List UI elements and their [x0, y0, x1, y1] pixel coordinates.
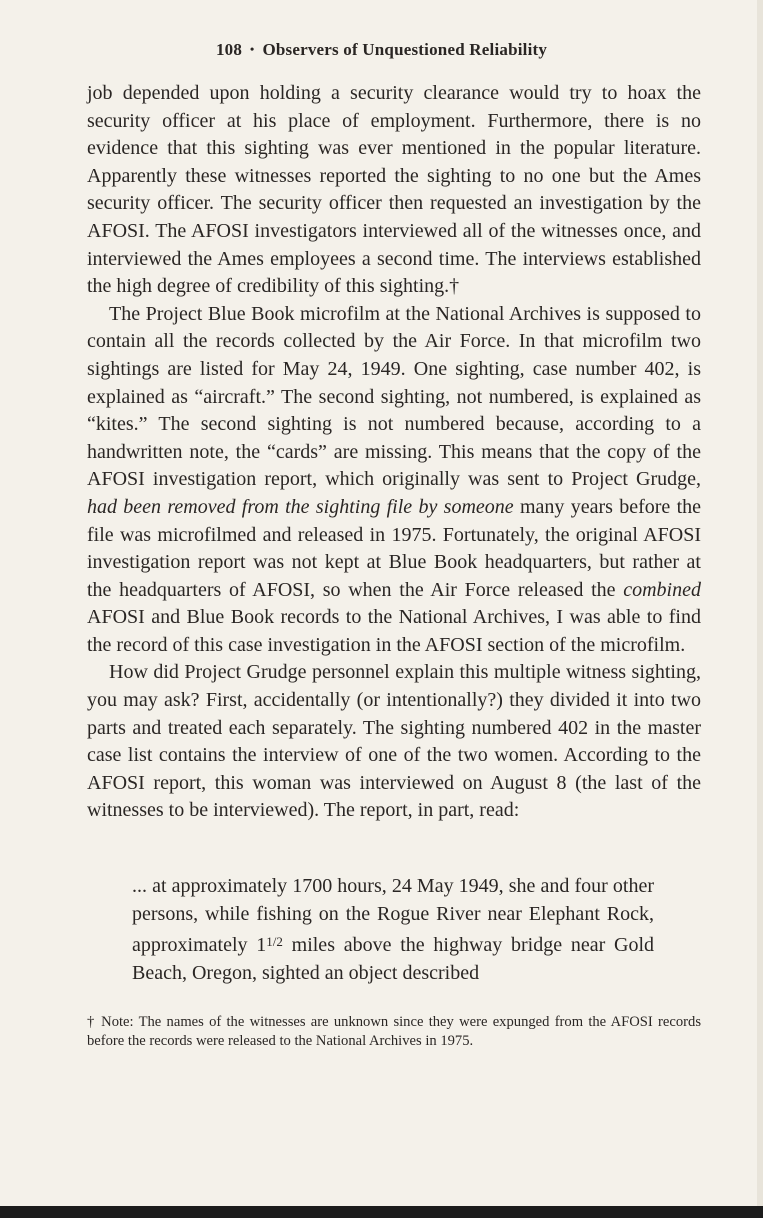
emphasis-combined: combined	[623, 578, 701, 601]
emphasis-removed: had been removed from the sighting file by someone	[87, 495, 514, 518]
block-quote: ... at approximately 1700 hours, 24 May 1949, she and four other persons, while fishing on the Rogue River near Elephant Rock, approximately $1^{1/2}$ miles above the highway bridge near Gold Beach, Oregon, sighted an object described	[132, 875, 654, 984]
page-number: 108	[215, 40, 243, 59]
header-separator: •	[250, 42, 255, 56]
body-text	[87, 80, 701, 825]
fraction: 1/2	[266, 934, 283, 950]
footnote: † Note: The names of the witnesses are unknown since they were expunged from the AFOSI records before the records were released to the National Archives in 1975.	[87, 1014, 701, 1049]
paragraph-2: The Project Blue Book microfilm at the National Archives is supposed to contain all the records collected by the Air Force. In that microfilm two sightings are listed for May 24, 1949. One sighting, case number 402, is explained as “aircraft.” The second sighting, not numbered, is explained as “kites.” The second sighting is not numbered because, according to a handwritten note, the “cards” are missing. This means that the copy of the AFOSI investigation report, which originally was sent to Project Grudge, had been removed from the sighting file by someone many years before the file was microfilmed and released in 1975. Fortunately, the original AFOSI investigation report was not kept at Blue Book headquarters, but rather at the headquarters of AFOSI, so when the Air Force released the combined AFOSI and Blue Book records to the National Archives, I was able to find the record of this case investigation in the AFOSI section of the microfilm.	[87, 302, 702, 656]
running-header	[0, 40, 763, 60]
paragraph-3: How did Project Grudge personnel explain this multiple witness sighting, you may ask? First, accidentally (or intentionally?) they divided it into two parts and treated each separately. The sighting numbered 402 in the master case list contains the interview of one of the two women. According to the AFOSI report, this woman was interviewed on August 8 (the last of the witnesses to be interviewed). The report, in part, read:	[87, 661, 701, 822]
chapter-title: Observers of Unquestioned Reliability	[262, 40, 548, 59]
paragraph-1: job depended upon holding a security clearance would try to hoax the security officer at his place of employment. Furthermore, there is no evidence that this sighting was ever mentioned in the popular literature. Apparently these witnesses reported the sighting to no one but the Ames security officer. The security officer then requested an investigation by the AFOSI. The AFOSI investigators interviewed all of the witnesses once, and interviewed the Ames employees a second time. The interviews established the high degree of credibility of this sighting.†	[87, 82, 701, 298]
page-edge	[757, 0, 763, 1218]
scan-border	[0, 1206, 763, 1218]
